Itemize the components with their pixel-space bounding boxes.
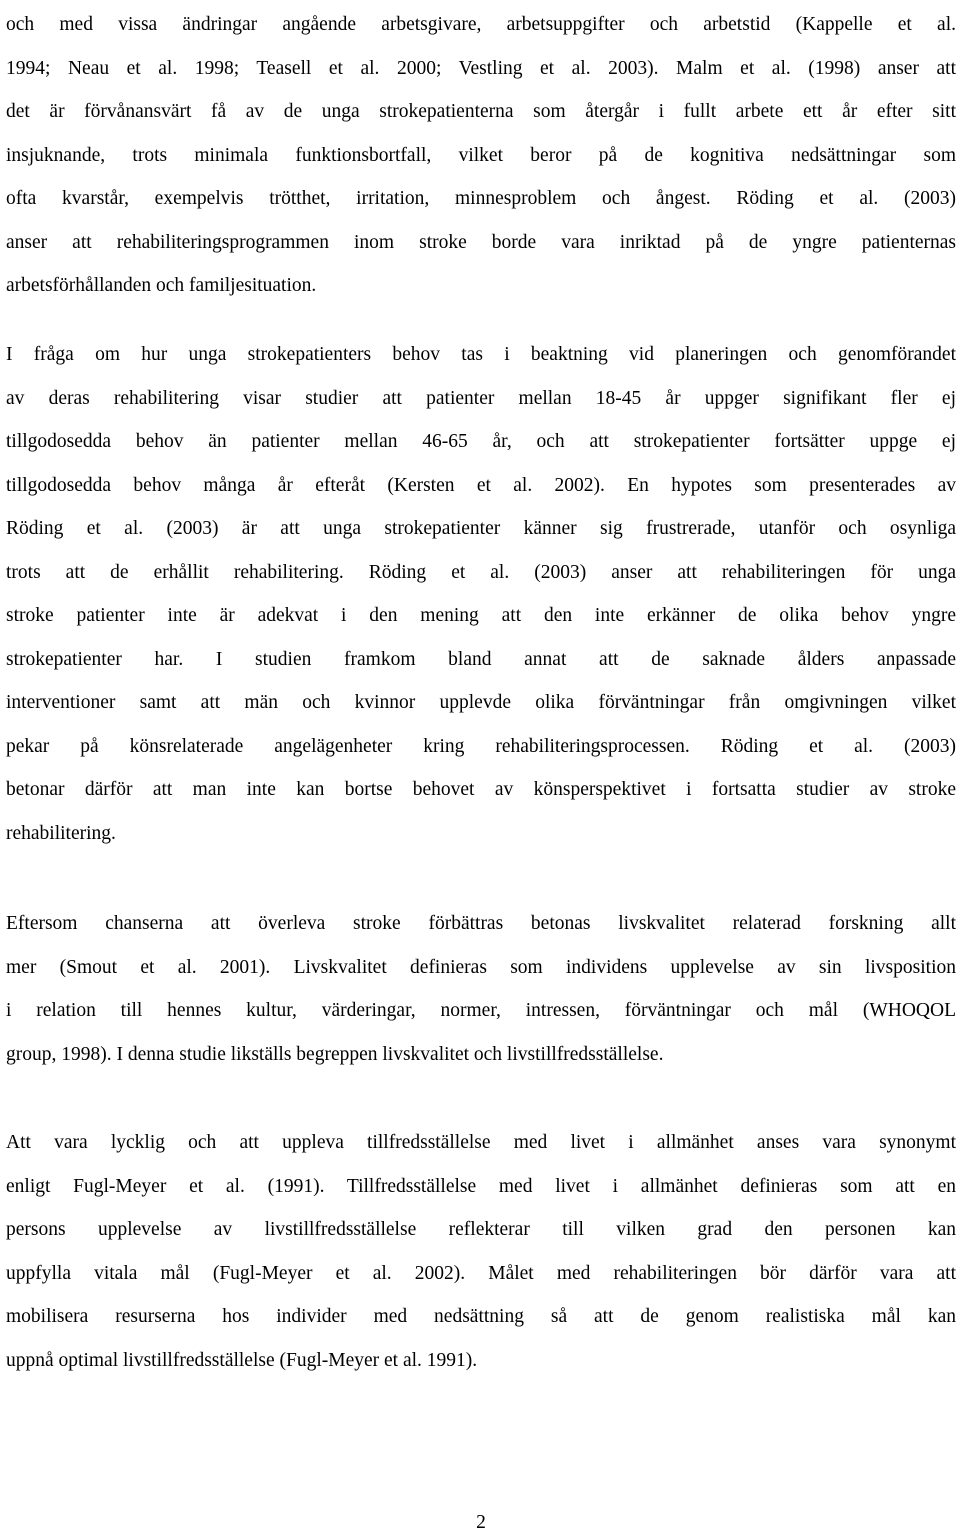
text-line: insjuknande, trots minimala funktionsbortfall, vilket beror på de kognitiva nedsättningar som xyxy=(6,144,956,166)
text-line: rehabilitering. xyxy=(6,822,116,844)
text-line: interventioner samt att män och kvinnor upplevde olika förväntningar från omgivningen vilket xyxy=(6,692,956,713)
page-number: 2 xyxy=(476,1512,486,1533)
paragraph-3 xyxy=(6,902,956,1076)
text-line: I fråga om hur unga strokepatienters behov tas i beaktning vid planeringen och genomförandet xyxy=(6,344,956,365)
text-line: 1994; Neau et al. 1998; Teasell et al. 2000; Vestling et al. 2003). Malm et al. (1998) anser att xyxy=(6,57,956,79)
text-line: tillgodosedda behov än patienter mellan 46-65 år, och att strokepatienter fortsätter uppge ej xyxy=(6,431,956,452)
text-line: anser att rehabiliteringsprogrammen inom stroke borde vara inriktad på de yngre patienternas xyxy=(6,231,956,253)
paragraph-1 xyxy=(6,3,956,308)
text-line: stroke patienter inte är adekvat i den mening att den inte erkänner de olika behov yngre xyxy=(6,605,956,626)
text-line: pekar på könsrelaterade angelägenheter kring rehabiliteringsprocessen. Röding et al. (2003) xyxy=(6,735,956,757)
text-line: uppnå optimal livstillfredsställelse (Fugl-Meyer et al. 1991). xyxy=(6,1349,478,1371)
text-line: Röding et al. (2003) är att unga strokepatienter känner sig frustrerade, utanför och osynliga xyxy=(6,518,956,539)
text-line: ofta kvarstår, exempelvis trötthet, irritation, minnesproblem och ångest. Röding et al. (2003) xyxy=(6,188,956,209)
paragraph-2 xyxy=(6,333,956,855)
text-line: och med vissa ändringar angående arbetsgivare, arbetsuppgifter och arbetstid (Kappelle et al. xyxy=(6,14,956,35)
text-line: mer (Smout et al. 2001). Livskvalitet definieras som individens upplevelse av sin livsposition xyxy=(6,956,956,978)
text-line: strokepatienter har. I studien framkom bland annat att de saknade ålders anpassade xyxy=(6,648,956,670)
text-line: trots att de erhållit rehabilitering. Röding et al. (2003) anser att rehabiliteringen för unga xyxy=(6,561,956,583)
text-line: i relation till hennes kultur, värderingar, normer, intressen, förväntningar och mål (WHOQOL xyxy=(6,1000,956,1021)
text-line: Eftersom chanserna att överleva stroke förbättras betonas livskvalitet relaterad forskning allt xyxy=(6,913,956,934)
text-line: persons upplevelse av livstillfredsställelse reflekterar till vilken grad den personen kan xyxy=(6,1219,956,1240)
paragraph-4 xyxy=(6,1121,956,1382)
text-line: mobilisera resurserna hos individer med nedsättning så att de genom realistiska mål kan xyxy=(6,1306,956,1327)
text-line: av deras rehabilitering visar studier att patienter mellan 18-45 år uppger signifikant fler ej xyxy=(6,387,956,409)
text-line: uppfylla vitala mål (Fugl-Meyer et al. 2002). Målet med rehabiliteringen bör därför vara att xyxy=(6,1262,956,1284)
text-line: Att vara lycklig och att uppleva tillfredsställelse med livet i allmänhet anses vara synonymt xyxy=(6,1132,956,1153)
text-line: det är förvånansvärt få av de unga strokepatienterna som återgår i fullt arbete ett år efter sitt xyxy=(6,101,956,122)
text-line: group, 1998). I denna studie likställs begreppen livskvalitet och livstillfredsställelse. xyxy=(6,1043,664,1065)
text-line: enligt Fugl-Meyer et al. (1991). Tillfredsställelse med livet i allmänhet definieras som att en xyxy=(6,1175,956,1197)
text-line: betonar därför att man inte kan bortse behovet av könsperspektivet i fortsatta studier av stroke xyxy=(6,779,956,800)
document-page xyxy=(6,0,956,1537)
text-line: tillgodosedda behov många år efteråt (Kersten et al. 2002). En hypotes som presenterades av xyxy=(6,474,956,496)
text-line: arbetsförhållanden och familjesituation. xyxy=(6,275,317,296)
